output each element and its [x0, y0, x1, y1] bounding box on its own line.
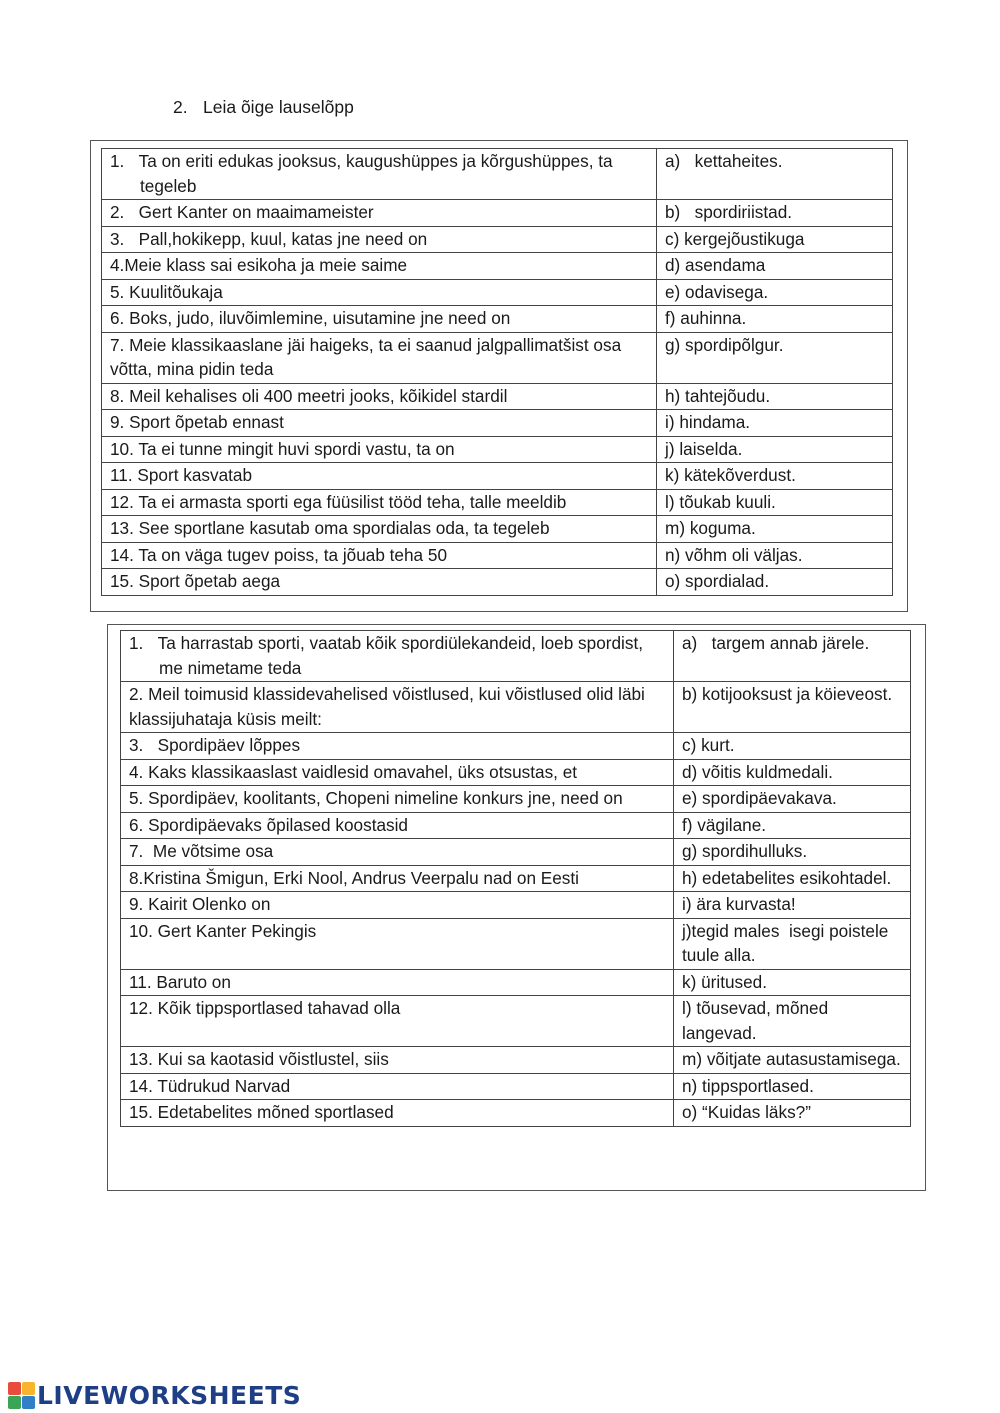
- sentence-start: 5. Spordipäev, koolitants, Chopeni nimeline konkurs jne, need on: [129, 788, 623, 808]
- sentence-end-cell: [674, 682, 911, 733]
- sentence-start: 13. Kui sa kaotasid võistlustel, siis: [129, 1049, 389, 1069]
- table-row: [102, 410, 893, 437]
- table-row: [121, 733, 911, 760]
- exercise-title: Leia õige lauselõpp: [203, 97, 354, 117]
- table-row: [102, 200, 893, 227]
- sentence-end: g) spordipõlgur.: [665, 334, 784, 355]
- table-row: [102, 226, 893, 253]
- sentence-start: 14. Ta on väga tugev poiss, ta jõuab teha 50: [110, 544, 448, 565]
- sentence-end: d) võitis kuldmedali.: [682, 761, 833, 782]
- table-row: [102, 306, 893, 333]
- sentence-end-cell: [657, 410, 893, 437]
- sentence-start-cell: [121, 892, 674, 919]
- sentence-start-cell: [121, 631, 674, 682]
- sentence-start-cell: [121, 865, 674, 892]
- sentence-end-cell: [657, 332, 893, 383]
- sentence-start: 6. Boks, judo, iluvõimlemine, uisutamine jne need on: [110, 308, 511, 328]
- sentence-end: f) vägilane.: [682, 814, 767, 835]
- sentence-start: 9. Kairit Olenko on: [129, 894, 271, 914]
- sentence-start-cell: [121, 1073, 674, 1100]
- sentence-start-cell: [102, 410, 657, 437]
- sentence-end-cell: [657, 149, 893, 200]
- sentence-end: m) võitjate autasustamisega.: [682, 1049, 901, 1069]
- sentence-start-cell: [121, 996, 674, 1047]
- sentence-end: e) odavisega.: [665, 281, 769, 302]
- sentence-end: d) asendama: [665, 255, 766, 275]
- sentence-end-cell: [674, 812, 911, 839]
- table-row: [102, 542, 893, 569]
- sentence-end-cell: [674, 839, 911, 866]
- exercise-number: 2.: [173, 97, 188, 117]
- sentence-end: c) kergejõustikuga: [665, 228, 805, 249]
- sentence-start: 11. Baruto on: [129, 971, 231, 992]
- sentence-end-cell: [657, 516, 893, 543]
- sentence-end-cell: [657, 436, 893, 463]
- table-row: [102, 279, 893, 306]
- sentence-end: e) spordipäevakava.: [682, 788, 837, 808]
- sentence-start-cell: [121, 786, 674, 813]
- table-row: [121, 865, 911, 892]
- logo-block: [8, 1382, 21, 1395]
- sentence-start: 10. Ta ei tunne mingit huvi spordi vastu, ta on: [110, 438, 455, 459]
- table-row: [102, 253, 893, 280]
- sentence-start: 3. Pall,hokikepp, kuul, katas jne need on: [110, 228, 428, 249]
- sentence-end: n) võhm oli väljas.: [665, 544, 803, 565]
- sentence-start-cell: [102, 200, 657, 227]
- sentence-start: 3. Spordipäev lõppes: [129, 735, 301, 755]
- table-row: [102, 463, 893, 490]
- table-row: [121, 839, 911, 866]
- sentence-start: 4. Kaks klassikaaslast vaidlesid omavahel, üks otsustas, et: [129, 761, 578, 782]
- sentence-start: 13. See sportlane kasutab oma spordialas oda, ta tegeleb: [110, 518, 550, 538]
- sentence-end: g) spordihulluks.: [682, 841, 808, 861]
- sentence-start: 8.Kristina Šmigun, Erki Nool, Andrus Veerpalu nad on Eesti: [129, 867, 579, 888]
- sentence-end: o) spordialad.: [665, 571, 770, 591]
- sentence-end-cell: [674, 759, 911, 786]
- sentence-start-cell: [102, 149, 657, 200]
- logo-blocks-icon: [8, 1382, 35, 1409]
- sentence-end-cell: [657, 306, 893, 333]
- sentence-end: h) tahtejõudu.: [665, 385, 771, 406]
- sentence-start-cell: [121, 1100, 674, 1127]
- sentence-start-cell: [102, 569, 657, 596]
- table-row: [102, 149, 893, 200]
- sentence-end-cell: [657, 200, 893, 227]
- table-row: [121, 1100, 911, 1127]
- sentence-start: 7. Meie klassikaaslane jäi haigeks, ta ei saanud jalgpallimatšist osa võtta, mina pidin teda: [110, 334, 622, 379]
- sentence-start-cell: [102, 489, 657, 516]
- sentence-end-cell: [674, 786, 911, 813]
- table-row: [121, 969, 911, 996]
- table-row: [102, 516, 893, 543]
- sentence-end: f) auhinna.: [665, 308, 747, 328]
- table-row: [121, 1073, 911, 1100]
- sentence-end-cell: [674, 865, 911, 892]
- sentence-end-cell: [674, 733, 911, 760]
- exercise-heading: [173, 96, 354, 118]
- sentence-start: 14. Tüdrukud Narvad: [129, 1075, 291, 1096]
- sentence-end: l) tõukab kuuli.: [665, 491, 776, 512]
- table-row: [121, 892, 911, 919]
- matching-table-2: [120, 630, 911, 1127]
- table-row: [121, 996, 911, 1047]
- sentence-start: 9. Sport õpetab ennast: [110, 412, 284, 432]
- table-row: [102, 569, 893, 596]
- logo-block: [22, 1396, 35, 1409]
- matching-table-1: [101, 148, 893, 596]
- sentence-start: 8. Meil kehalises oli 400 meetri jooks, kõikidel stardil: [110, 385, 508, 406]
- table-row: [121, 786, 911, 813]
- liveworksheets-logo: [8, 1380, 301, 1410]
- sentence-start-cell: [102, 332, 657, 383]
- sentence-end-cell: [674, 892, 911, 919]
- sentence-start-cell: [102, 463, 657, 490]
- sentence-end: j)tegid males isegi poistele tuule alla.: [682, 920, 889, 965]
- sentence-start-cell: [102, 516, 657, 543]
- sentence-end-cell: [674, 918, 911, 969]
- sentence-end-cell: [674, 1047, 911, 1074]
- table-row: [102, 436, 893, 463]
- sentence-start: 1. Ta harrastab sporti, vaatab kõik spordiülekandeid, loeb spordist, me nimetame teda: [129, 633, 644, 678]
- sentence-start-cell: [121, 1047, 674, 1074]
- sentence-start-cell: [121, 733, 674, 760]
- sentence-end-cell: [657, 279, 893, 306]
- sentence-start-cell: [102, 383, 657, 410]
- sentence-start-cell: [121, 759, 674, 786]
- sentence-end: n) tippsportlased.: [682, 1075, 814, 1096]
- sentence-start-cell: [121, 839, 674, 866]
- table-row: [121, 1047, 911, 1074]
- logo-block: [8, 1396, 21, 1409]
- sentence-end: a) kettaheites.: [665, 151, 783, 171]
- table-row: [121, 759, 911, 786]
- sentence-end: l) tõusevad, mõned langevad.: [682, 998, 829, 1043]
- sentence-start-cell: [102, 253, 657, 280]
- table-row: [121, 682, 911, 733]
- sentence-start-cell: [102, 542, 657, 569]
- sentence-end: j) laiselda.: [665, 438, 743, 459]
- sentence-start: 10. Gert Kanter Pekingis: [129, 920, 317, 941]
- sentence-end: i) hindama.: [665, 412, 751, 432]
- logo-block: [22, 1382, 35, 1395]
- sentence-end: b) kotijooksust ja köieveost.: [682, 684, 893, 704]
- logo-text: LIVEWORKSHEETS: [37, 1380, 302, 1410]
- sentence-start-cell: [121, 682, 674, 733]
- sentence-start: 4.Meie klass sai esikoha ja meie saime: [110, 255, 408, 275]
- sentence-end-cell: [657, 489, 893, 516]
- table-row: [121, 918, 911, 969]
- sentence-start: 15. Edetabelites mõned sportlased: [129, 1102, 394, 1122]
- sentence-end-cell: [674, 969, 911, 996]
- sentence-start: 2. Meil toimusid klassidevahelised võistlused, kui võistlused olid läbi klassijuhataja küsis meilt:: [129, 684, 645, 729]
- sentence-end-cell: [657, 253, 893, 280]
- sentence-end-cell: [674, 1100, 911, 1127]
- sentence-end-cell: [674, 1073, 911, 1100]
- sentence-end: m) koguma.: [665, 518, 756, 538]
- sentence-end-cell: [657, 542, 893, 569]
- sentence-end: i) ära kurvasta!: [682, 894, 796, 914]
- sentence-end-cell: [657, 463, 893, 490]
- sentence-start: 7. Me võtsime osa: [129, 841, 274, 861]
- table-row: [102, 383, 893, 410]
- sentence-start-cell: [102, 436, 657, 463]
- sentence-end: k) üritused.: [682, 971, 768, 992]
- sentence-start: 1. Ta on eriti edukas jooksus, kaugushüppes ja kõrgushüppes, ta tegeleb: [110, 151, 613, 196]
- sentence-start-cell: [121, 969, 674, 996]
- table-row: [102, 489, 893, 516]
- sentence-end: c) kurt.: [682, 735, 735, 755]
- sentence-start: 5. Kuulitõukaja: [110, 281, 223, 302]
- sentence-end-cell: [657, 569, 893, 596]
- sentence-end: b) spordiriistad.: [665, 202, 793, 222]
- sentence-start-cell: [102, 226, 657, 253]
- table-row: [102, 332, 893, 383]
- sentence-start: 6. Spordipäevaks õpilased koostasid: [129, 814, 408, 835]
- sentence-start: 2. Gert Kanter on maaimameister: [110, 202, 374, 222]
- sentence-start: 11. Sport kasvatab: [110, 465, 253, 485]
- sentence-end: h) edetabelites esikohtadel.: [682, 867, 892, 888]
- sentence-end-cell: [674, 996, 911, 1047]
- sentence-start-cell: [121, 812, 674, 839]
- sentence-start-cell: [121, 918, 674, 969]
- sentence-end-cell: [657, 226, 893, 253]
- sentence-start-cell: [102, 306, 657, 333]
- sentence-start: 12. Ta ei armasta sporti ega füüsilist tööd teha, talle meeldib: [110, 491, 567, 512]
- sentence-end: a) targem annab järele.: [682, 633, 870, 653]
- sentence-start: 15. Sport õpetab aega: [110, 571, 281, 591]
- sentence-start: 12. Kõik tippsportlased tahavad olla: [129, 998, 401, 1018]
- sentence-end: o) “Kuidas läks?”: [682, 1102, 811, 1122]
- table-row: [121, 631, 911, 682]
- sentence-start-cell: [102, 279, 657, 306]
- sentence-end: k) kätekõverdust.: [665, 465, 796, 485]
- sentence-end-cell: [657, 383, 893, 410]
- sentence-end-cell: [674, 631, 911, 682]
- table-row: [121, 812, 911, 839]
